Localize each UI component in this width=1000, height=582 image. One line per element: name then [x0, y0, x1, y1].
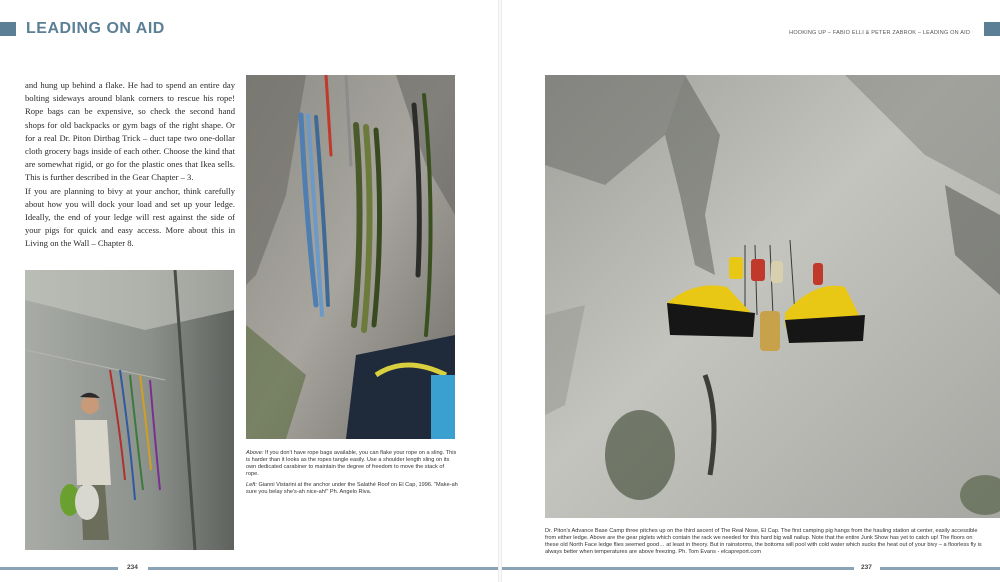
- page-number-right: 237: [861, 564, 872, 571]
- running-head: HOOKING UP – FABIO ELLI & PETER ZABROK – LEADING ON AID: [789, 30, 970, 36]
- footer-rule: [880, 567, 1000, 570]
- photo-caption-right-page: Dr. Piton's Advance Base Camp three pitches up on the third ascent of The Real Nose, El Cap. The first camping pig hangs from the hauling station at center, easily accessible from either ledge. Above are the gear piglets which contain the rack we needed for this hard big wall nailup. Note that the entire Junk Show has yet to catch up! The floors on these old North Face ledge flies seemed good… at least in theory. But in rainstorms, the bottoms will pool with cold water which sucks the heat out of your bivy – a floorless fly is always better when temperatures are above freezing. Ph. Tom Evans - elcapreport.com: [545, 528, 982, 555]
- body-paragraph: If you are planning to bivy at your anchor, think carefully about how you will dock your load and set up your ledge. Ideally, the end of your ledge will rest against the side of your pigs for quick and easy access. More about this in Living on the Wall – Chapter 8.: [25, 185, 235, 249]
- footer-rule: [148, 567, 498, 570]
- caption-above-text: If you don't have rope bags available, you can flake your rope on a sling. This is harder than it looks as the ropes tangle easily. Use a shoulder length sling on its own dedicated carabiner to maintain the degree of freedom to move the stack of rope.: [246, 450, 457, 477]
- caption-left-text: Gianni Vistarini at the anchor under the Salathé Roof on El Cap, 1996. "Make-ah sure you belay she's-ah nice-ah!" Ph. Angelo Riva.: [246, 482, 458, 495]
- portaledge-camp-photo: [545, 75, 1000, 518]
- body-paragraph: and hung up behind a flake. He had to spend an entire day bolting sideways around blank corners to rescue his rope! Rope bags can be expensive, so check the second hand shops for old backpacks or gym bags of the right shape. Or for a real Dr. Piton Dirtbag Trick – duct tape two one-dollar cloth grocery bags inside of each other. Choose the kind that are somewhat rigid, or go for the plastic ones that Ikea sells. This is further described in the Gear Chapter – 3.: [25, 80, 235, 183]
- photo-caption-left-page: [246, 450, 458, 500]
- climber-photo: [25, 270, 234, 550]
- footer-rule: [0, 567, 118, 570]
- caption-left-label: Left:: [246, 482, 257, 488]
- footer-rule: [502, 567, 854, 570]
- header-accent-bar-left: [0, 22, 16, 36]
- caption-above: [246, 450, 458, 478]
- caption-left: [246, 482, 458, 496]
- ropes-photo: [246, 75, 455, 439]
- page-number-left: 234: [127, 564, 138, 571]
- header-accent-bar-right: [984, 22, 1000, 36]
- body-text-column: [25, 79, 235, 251]
- book-gutter: [498, 0, 502, 582]
- caption-above-label: Above:: [246, 450, 264, 456]
- chapter-title: LEADING ON AID: [26, 20, 165, 37]
